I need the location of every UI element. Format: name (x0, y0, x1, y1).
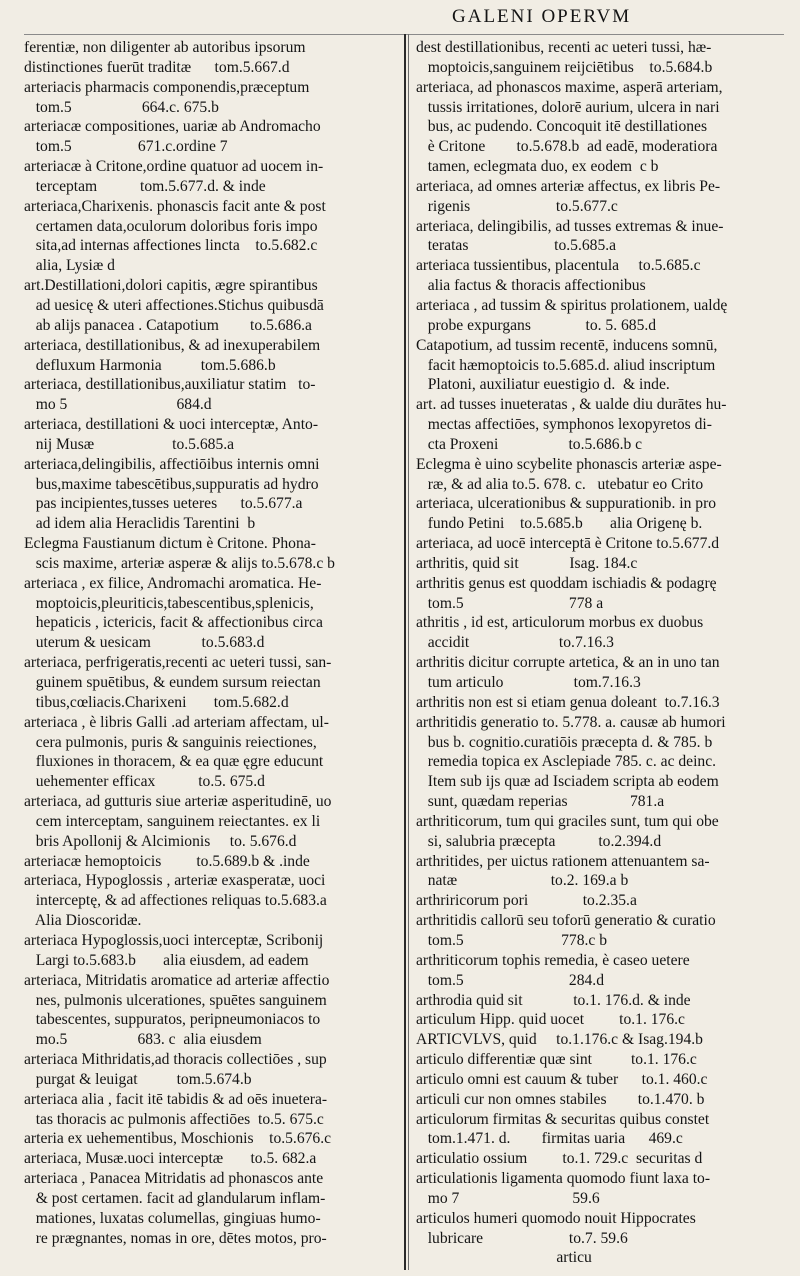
index-entry-line: facit hæmoptoicis to.5.685.d. aliud inscriptum (416, 356, 716, 374)
index-entry-line: arthritis, quid sit Isag. 184.c (416, 554, 638, 572)
index-entry-line: terceptam tom.5.677.d. & inde (24, 177, 266, 195)
index-entry-line: mationes, luxatas columellas, gingiuas humo- (24, 1209, 321, 1227)
index-entry-line: tom.5 778.c b (416, 931, 608, 949)
index-entry-line: arteriaca, Musæ.uoci interceptæ to.5. 682.a (24, 1150, 317, 1168)
index-entry-line: cta Proxeni to.5.686.b c (416, 435, 643, 453)
index-entry-line: dest destillationibus, recenti ac ueteri tussi, hæ- (416, 39, 712, 56)
index-entry-line: alia, Lysiæ d (24, 257, 115, 275)
index-entry-line: bus b. cognitio.curatiōis præcepta d. & 785. b (416, 733, 713, 751)
index-entry-line: mo.5 683. c alia eiusdem (24, 1031, 262, 1049)
index-entry-line: arteriaca, destillationibus, & ad inexuperabilem (24, 336, 321, 354)
index-entry-line: tom.5 671.c.ordine 7 (24, 138, 228, 156)
index-entry-line: ræ, & ad alia to.5. 678. c. utebatur eo Crito (416, 475, 704, 493)
index-entry-line: arthritis non est si etiam genua doleant to.7.16.3 (416, 693, 720, 711)
index-entry-line: Alia Dioscoridæ. (24, 912, 142, 930)
index-entry-line: ad idem alia Heraclidis Tarentini b (24, 515, 256, 533)
index-entry-line: arthriticorum tophis remedia, è caseo uetere (416, 951, 690, 969)
index-entry-line: arteriaca , è libris Galli .ad arteriam affectam, ul- (24, 713, 329, 731)
index-entry-line: bus, ac pudendo. Concoquit itē destillationes (416, 118, 708, 136)
index-entry-line: arteriaca,delingibilis, affectiōibus internis omni (24, 455, 320, 473)
index-entry-line: arteriaca Hypoglossis,uoci interceptæ, Scribonij (24, 931, 324, 949)
index-entry-line: remedia topica ex Asclepiade 785. c. ac deinc. (416, 753, 717, 771)
index-entry-line: arteriaca Mithridatis,ad thoracis collectiōes , sup (24, 1051, 327, 1069)
index-entry-line: rigenis to.5.677.c (416, 197, 618, 215)
index-entry-line: arteriaca, ad phonascos maxime, asperā arteriam, (416, 78, 723, 96)
index-entry-line: distinctiones fuerūt traditæ tom.5.667.d (24, 58, 290, 76)
index-entry-line: articu (416, 1249, 592, 1267)
index-entry-line: arthriticorum, tum qui graciles sunt, tum qui obe (416, 812, 719, 830)
index-entry-line: arteriaca, ulcerationibus & suppurationib. in pro (416, 495, 717, 513)
index-entry-line: arthriricorum pori to.2.35.a (416, 892, 637, 910)
index-entry-line: Eclegma Faustianum dictum è Critone. Phona- (24, 535, 316, 553)
index-entry-line: arthritis genus est quoddam ischiadis & podagrę (416, 574, 717, 592)
index-entry-line: Eclegma è uino scybelite phonascis arteriæ aspe- (416, 455, 722, 473)
right-index-column (416, 38, 784, 1268)
index-entry-line: Largi to.5.683.b alia eiusdem, ad eadem (24, 951, 309, 969)
index-entry-line: arteriacæ à Critone,ordine quatuor ad uocem in- (24, 158, 324, 176)
index-entry-line: arteriaca,Charixenis. phonascis facit ante & post (24, 197, 326, 215)
index-entry-line: art. ad tusses inueteratas , & ualde diu durātes hu- (416, 396, 727, 414)
index-entry-line: ARTICVLVS, quid to.1.176.c & Isag.194.b (416, 1031, 703, 1049)
column-divider-thin (408, 34, 409, 1270)
index-entry-line: scis maxime, arteriæ asperæ & alijs to.5.678.c b (24, 554, 335, 572)
index-entry-line: arteriaca , Panacea Mitridatis ad phonascos ante (24, 1170, 324, 1188)
index-entry-line: tamen, eclegmata duo, ex eodem c b (416, 158, 659, 176)
index-entry-line: bris Apollonij & Alcimionis to. 5.676.d (24, 832, 297, 850)
index-entry-line: uehementer efficax to.5. 675.d (24, 773, 265, 791)
index-entry-line: tabescentes, suppuratos, peripneumoniacos to (24, 1011, 321, 1029)
index-entry-line: guinem spuētibus, & eundem sursum reiectan (24, 674, 321, 691)
index-entry-line: fundo Petini to.5.685.b alia Origenę b. (416, 515, 703, 533)
index-entry-line: arthritides, per uictus rationem attenuantem sa- (416, 852, 710, 870)
index-entry-line: arteriaca , ex filice, Andromachi aromatica. He- (24, 574, 322, 592)
index-entry-line: art.Destillationi,dolori capitis, ægre spirantibus (24, 277, 318, 295)
index-entry-line: probe expurgans to. 5. 685.d (416, 316, 657, 334)
index-entry-line: si, salubria præcepta to.2.394.d (416, 832, 662, 850)
index-entry-line: moptoicis,sanguinem reijciētibus to.5.684.b (416, 58, 713, 76)
index-entry-line: mo 7 59.6 (416, 1189, 600, 1207)
index-entry-line: tom.1.471. d. firmitas uaria 469.c (416, 1130, 683, 1148)
index-entry-line: articulo differentiæ quæ sint to.1. 176.c (416, 1051, 697, 1069)
index-entry-line: arthritidis callorū seu toforū generatio & curatio (416, 912, 716, 930)
index-entry-line: teratas to.5.685.a (416, 237, 617, 255)
index-entry-line: ad uesicę & uteri affectiones.Stichus quibusdā (24, 296, 324, 314)
index-entry-line: mo 5 684.d (24, 396, 212, 414)
index-entry-line: arthrodia quid sit to.1. 176.d. & inde (416, 991, 691, 1009)
index-entry-line: Platoni, auxiliatur euestigio d. & inde. (416, 376, 670, 394)
index-entry-line: alia factus & thoracis affectionibus (416, 277, 646, 295)
index-entry-line: nij Musæ to.5.685.a (24, 435, 235, 453)
index-entry-line: Catapotium, ad tussim recentē, inducens somnū, (416, 336, 718, 354)
left-index-column (24, 38, 396, 1248)
index-entry-line: arteriacæ hemoptoicis to.5.689.b & .inde (24, 852, 310, 870)
index-entry-line: bus,maxime tabescētibus,suppuratis ad hydro (24, 475, 319, 493)
index-entry-line: arteriaca, destillationibus,auxiliatur statim to- (24, 376, 316, 394)
index-entry-line: defluxum Harmonia tom.5.686.b (24, 356, 276, 374)
index-entry-line: moptoicis,pleuriticis,tabescentibus,splenicis, (24, 594, 314, 612)
running-header (0, 4, 800, 38)
index-entry-line: arteriacæ compositiones, uariæ ab Andromacho (24, 118, 321, 136)
index-entry-line: è Critone to.5.678.b ad eadē, moderatiora (416, 138, 718, 156)
index-entry-line: uterum & uesicam to.5.683.d (24, 634, 265, 652)
index-entry-line: Item sub ijs quæ ad Isciadem scripta ab eodem (416, 773, 719, 791)
index-entry-line: tom.5 778 a (416, 594, 604, 612)
index-entry-line: articulos humeri quomodo nouit Hippocrates (416, 1209, 696, 1227)
index-entry-line: ferentiæ, non diligenter ab autoribus ipsorum (24, 39, 306, 56)
index-entry-line: pas incipientes,tusses ueteres to.5.677.a (24, 495, 303, 513)
index-entry-line: arthritis dicitur corrupte artetica, & an in uno tan (416, 654, 720, 672)
index-entry-line: articulorum firmitas & securitas quibus constet (416, 1110, 710, 1128)
index-entry-line: arteriaca alia , facit itē tabidis & ad oēs inuetera- (24, 1090, 328, 1108)
index-entry-line: cem interceptam, sanguinem reiectantes. ex li (24, 812, 321, 830)
index-entry-line: arteriaca, delingibilis, ad tusses extremas & inue- (416, 217, 724, 235)
index-entry-line: arteriaca, perfrigeratis,recenti ac ueteri tussi, san- (24, 654, 332, 672)
index-entry-line: arteriaca , ad tussim & spiritus prolationem, ualdę (416, 296, 728, 314)
index-entry-line: accidit to.7.16.3 (416, 634, 614, 652)
index-entry-line: arteriaca, Mitridatis aromatice ad arteriæ affectio (24, 971, 330, 989)
index-entry-line: mectas affectiōes, symphonos lexopyretos di- (416, 416, 712, 434)
index-entry-line: articulo omni est cauum & tuber to.1. 460.c (416, 1070, 708, 1088)
index-entry-line: arteriaca, Hypoglossis , arteriæ exasperatæ, uoci (24, 872, 326, 890)
index-entry-line: tom.5 664.c. 675.b (24, 98, 219, 116)
index-entry-line: fluxiones in thoracem, & ea quæ ęgre educunt (24, 753, 324, 771)
index-entry-line: sita,ad internas affectiones lincta to.5.682.c (24, 237, 318, 255)
index-entry-line: certamen data,oculorum doloribus foris impo (24, 217, 318, 235)
index-entry-line: arteriaca, destillationi & uoci interceptæ, Anto- (24, 416, 319, 434)
index-entry-line: athritis , id est, articulorum morbus ex duobus (416, 614, 704, 632)
column-divider (404, 34, 406, 1270)
index-entry-line: arteria ex uehementibus, Moschionis to.5.676.c (24, 1130, 332, 1148)
index-entry-line: arthritidis generatio to. 5.778. a. causæ ab humori (416, 713, 726, 731)
index-entry-line: arteriacis pharmacis componendis,præceptum (24, 78, 310, 96)
index-entry-line: nes, pulmonis ulcerationes, spuētes sanguinem (24, 991, 327, 1009)
index-entry-line: arteriaca, ad gutturis siue arteriæ asperitudinē, uo (24, 793, 332, 811)
index-entry-line: lubricare to.7. 59.6 (416, 1229, 628, 1247)
index-entry-line: sunt, quædam reperias 781.a (416, 793, 665, 811)
index-entry-line: tas thoracis ac pulmonis affectiōes to.5. 675.c (24, 1110, 324, 1128)
index-entry-line: cera pulmonis, puris & sanguinis reiectiones, (24, 733, 317, 751)
index-entry-line: purgat & leuigat tom.5.674.b (24, 1070, 252, 1088)
index-entry-line: arteriaca, ad omnes arteriæ affectus, ex libris Pe- (416, 177, 721, 195)
index-entry-line: & post certamen. facit ad glandularum inflam- (24, 1189, 326, 1207)
index-entry-line: interceptę, & ad affectiones reliquas to.5.683.a (24, 892, 327, 910)
index-entry-line: articulum Hipp. quid uocet to.1. 176.c (416, 1011, 685, 1029)
index-entry-line: ab alijs panacea . Catapotium to.5.686.a (24, 316, 312, 334)
index-entry-line: hepaticis , ictericis, facit & affectionibus circa (24, 614, 323, 632)
index-entry-line: arteriaca, ad uocē interceptā è Critone to.5.677.d (416, 535, 720, 553)
index-entry-line: natæ to.2. 169.a b (416, 872, 629, 890)
index-entry-line: re prægnantes, nomas in ore, dētes motos, pro- (24, 1229, 327, 1247)
index-entry-line: arteriaca tussientibus, placentula to.5.685.c (416, 257, 701, 275)
index-entry-line: tussis irritationes, dolorē aurium, ulcera in nari (416, 98, 720, 116)
index-entry-line: tom.5 284.d (416, 971, 604, 989)
index-entry-line: tibus,cœliacis.Charixeni tom.5.682.d (24, 693, 289, 711)
index-entry-line: articulatio ossium to.1. 729.c securitas d (416, 1150, 703, 1168)
running-title: GALENI OPERVM (452, 6, 632, 27)
index-entry-line: articulationis ligamenta quomodo fiunt laxa to- (416, 1170, 711, 1188)
index-entry-line: articuli cur non omnes stabiles to.1.470. b (416, 1090, 705, 1108)
index-entry-line: tum articulo tom.7.16.3 (416, 674, 641, 691)
